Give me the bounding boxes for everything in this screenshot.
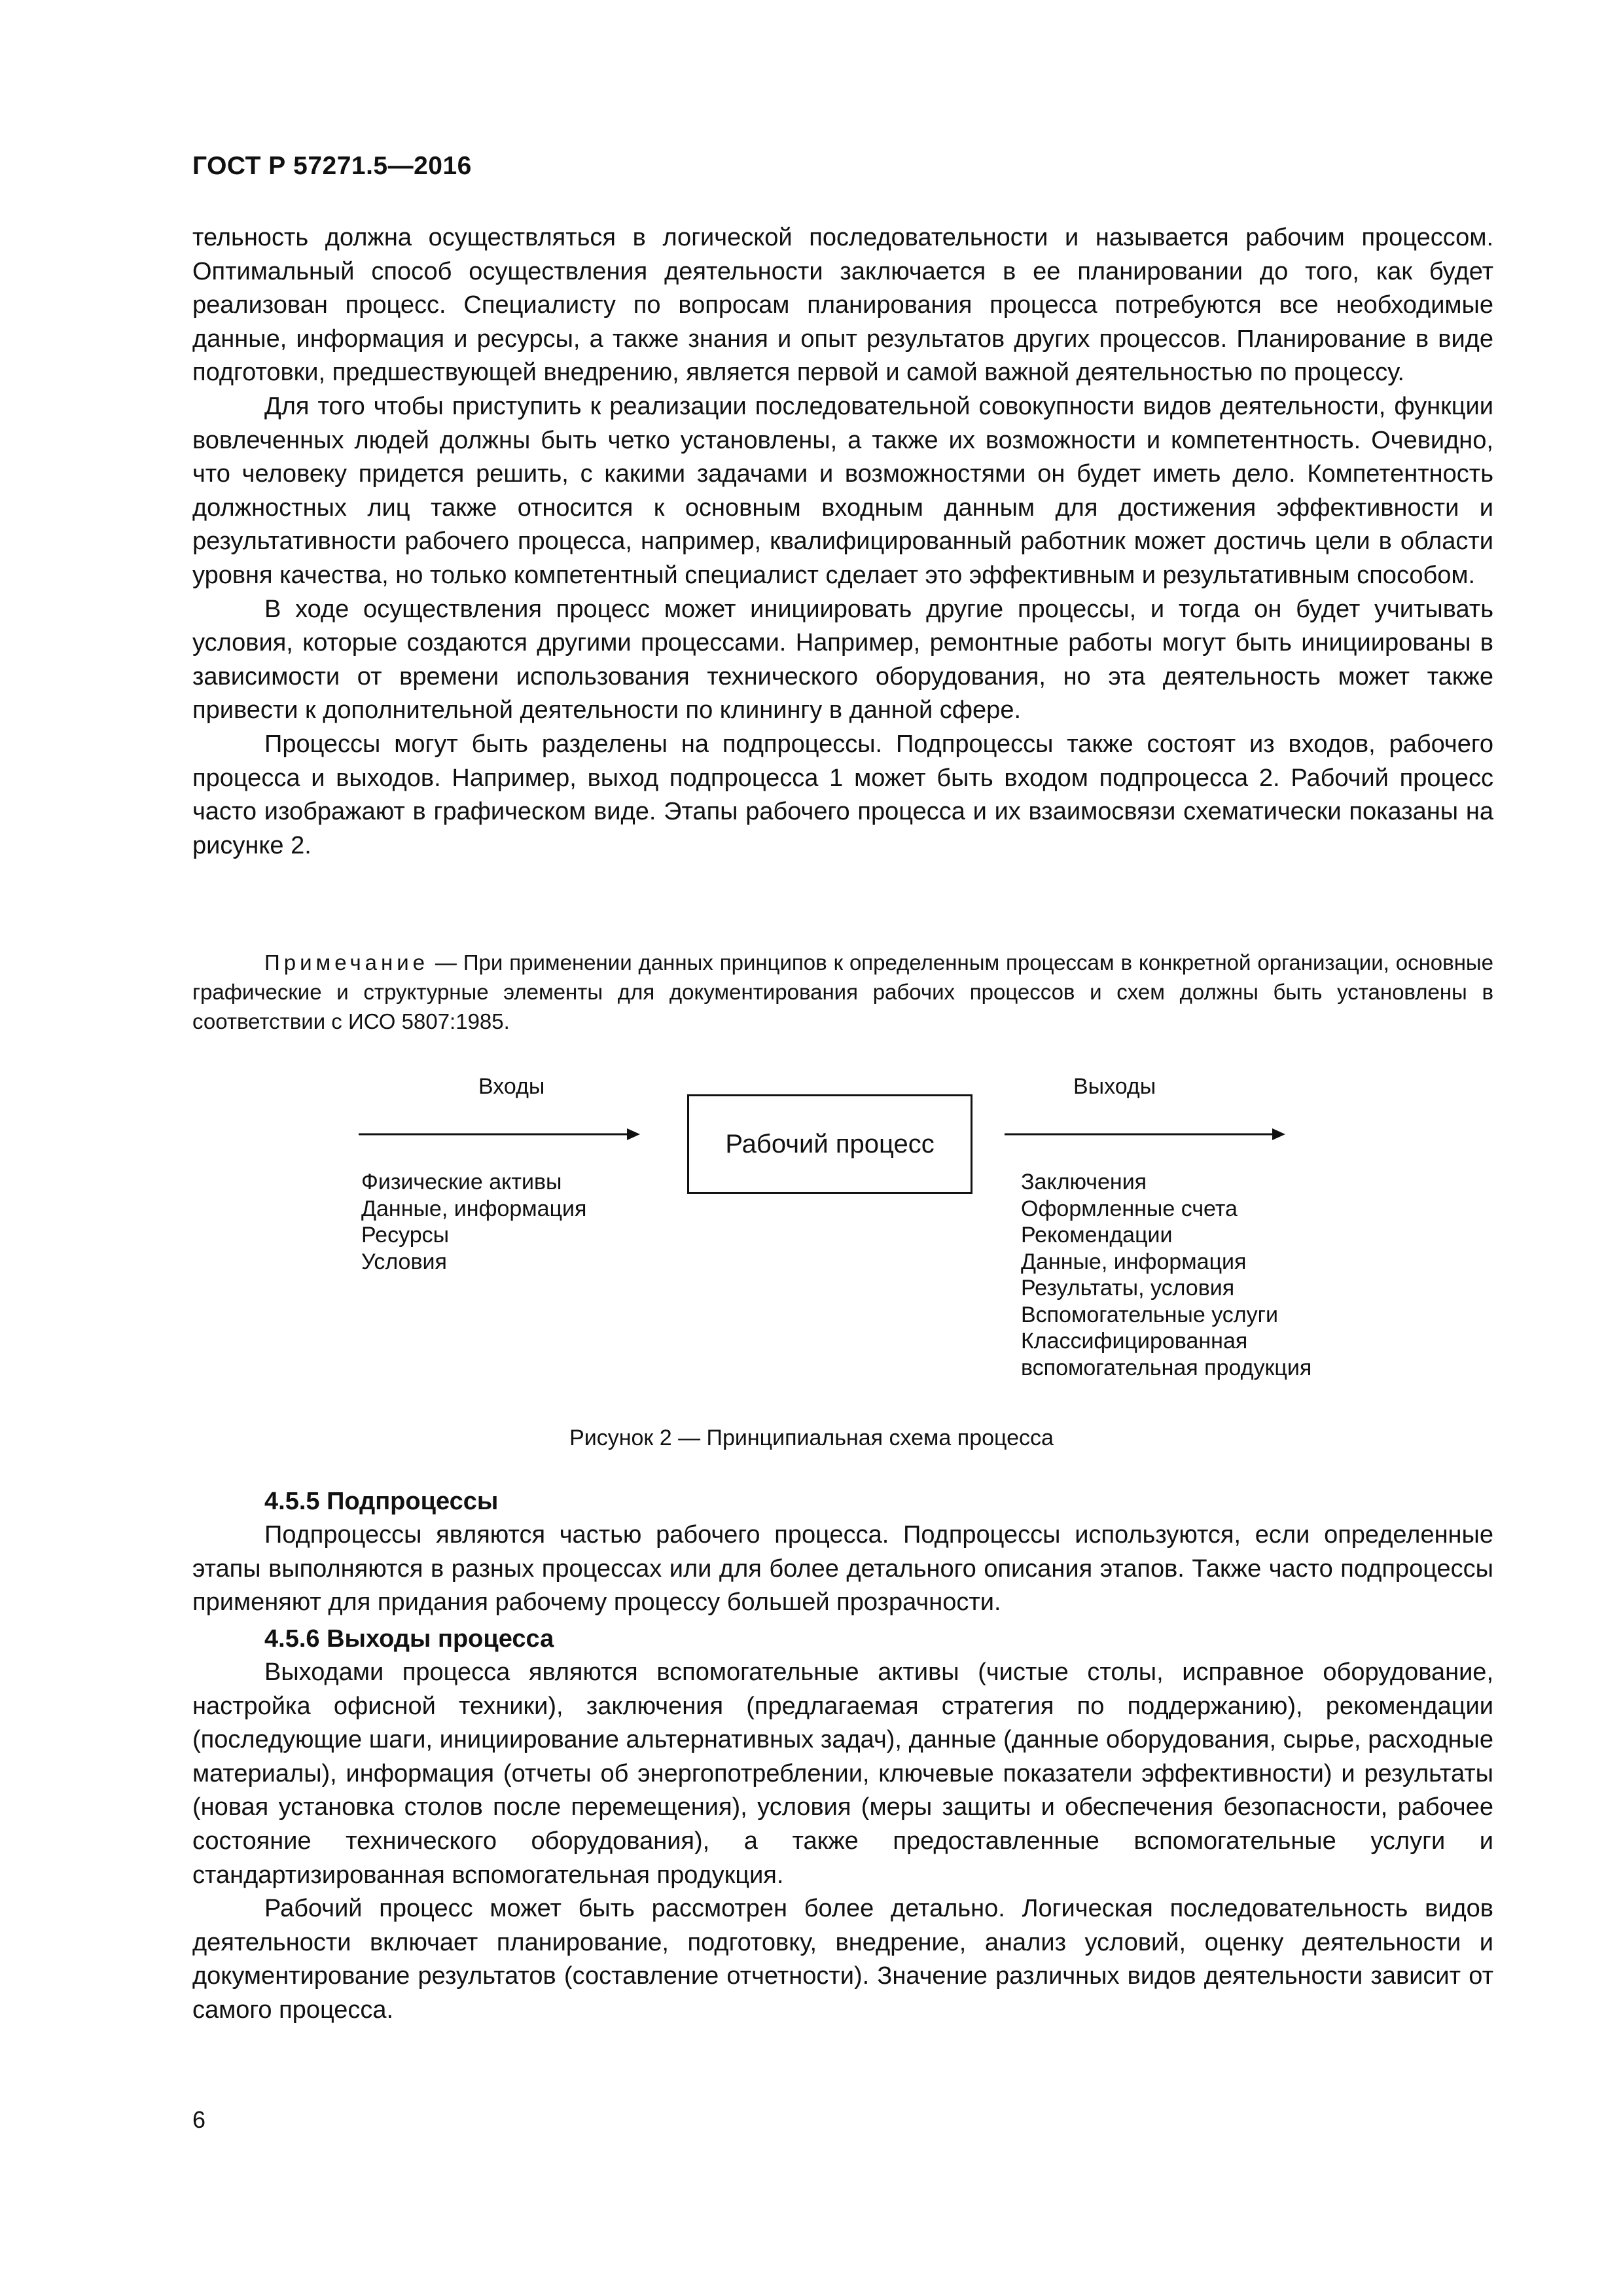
paragraph: Для того чтобы приступить к реализации последовательной совокупности видов деятельности, функции вовлеченных людей должны быть четко установлены, а также их возможности и компетентность. Очевидно, что человеку придется решить, с какими задачами и возможностями он будет иметь дело. Компетентность должностных лиц также относится к основным входным данным для достижения эффективности и результативности рабочего процесса, например, квалифицированный работник может достичь цели в области уровня качества, но только компетентный специалист сделает это эффективным и результативным способом. [192, 392, 1493, 589]
inputs-list [361, 1169, 586, 1275]
section-heading: 4.5.6 Выходы процесса [264, 1625, 554, 1653]
output-item: вспомогательная продукция [1021, 1355, 1312, 1380]
paragraph: Подпроцессы являются частью рабочего процесса. Подпроцессы используются, если определенные этапы выполняются в разных процессах или для более детального описания этапов. Также часто подпроцессы применяют для придания рабочему процессу большей прозрачности. [192, 1521, 1493, 1617]
section-4-5-6 [192, 1622, 1493, 2028]
outputs-label: Выходы [1073, 1074, 1156, 1099]
body-top [192, 221, 1493, 863]
process-box [687, 1094, 972, 1194]
output-item: Оформленные счета [1021, 1196, 1238, 1221]
section-4-5-5 [192, 1484, 1493, 1620]
output-item: Рекомендации [1021, 1223, 1173, 1247]
output-arrow [1005, 1128, 1285, 1140]
paragraph: Процессы могут быть разделены на подпроцессы. Подпроцессы также состоят из входов, рабочего процесса и выходов. Например, выход подпроцесса 1 может быть входом подпроцесса 2. Рабочий процесс часто изображают в графическом виде. Этапы рабочего процесса и их взаимосвязи схематически показаны на рисунке 2. [192, 730, 1493, 859]
output-item: Данные, информация [1021, 1249, 1247, 1274]
paragraph: тельность должна осуществляться в логической последовательности и называется рабочим процессом. Оптимальный способ осуществления деятельности заключается в ее планировании до того, как будет реализован процесс. Специалисту по вопросам планирования процесса потребуются все необходимые данные, информация и ресурсы, а также знания и опыт результатов других процессов. Планирование в виде подготовки, предшествующей внедрению, является первой и самой важной деятельностью по процессу. [192, 224, 1493, 387]
outputs-list [1021, 1169, 1311, 1381]
figure-caption: Рисунок 2 — Принципиальная схема процесса [569, 1426, 1054, 1450]
document-code: ГОСТ Р 57271.5—2016 [192, 152, 472, 180]
output-item: Вспомогательные услуги [1021, 1302, 1279, 1327]
input-arrow [359, 1128, 640, 1140]
note [192, 948, 1493, 1036]
output-item: Классифицированная [1021, 1329, 1248, 1354]
note-label: Примечание [264, 950, 429, 975]
inputs-label: Входы [478, 1074, 545, 1099]
paragraph: В ходе осуществления процесс может инициировать другие процессы, и тогда он будет учитывать условия, которые создаются другими процессами. Например, ремонтные работы могут быть инициированы в зависимости от времени использования технического оборудования, но эта деятельность может также привести к дополнительной деятельности по клинингу в данной сфере. [192, 595, 1493, 725]
section-heading: 4.5.5 Подпроцессы [264, 1488, 499, 1515]
note-block [192, 948, 1493, 1036]
process-label: Рабочий процесс [725, 1129, 935, 1158]
paragraph: Выходами процесса являются вспомогательные активы (чистые столы, исправное оборудование, настройка офисной техники), заключения (предлагаемая стратегия по поддержанию), рекомендации (последующие шаги, инициирование альтернативных задач), данные (данные оборудования, сырье, расходные материалы), информация (отчеты об энергопотреблении, ключевые показатели эффективности) и результаты (новая установка столов после перемещения), условия (меры защиты и обеспечения безопасности, рабочее состояние технического оборудования), а также предоставленные вспомогательные услуги и стандартизированная вспомогательная продукция. [192, 1659, 1493, 1889]
input-item: Ресурсы [361, 1223, 450, 1247]
output-item: Результаты, условия [1021, 1276, 1235, 1300]
input-item: Условия [361, 1249, 447, 1274]
output-item: Заключения [1021, 1170, 1147, 1194]
note-text: — При применении данных принципов к определенным процессам в конкретной организации, основные графические и структурные элементы для документирования рабочих процессов и схем должны быть установлены в соответствии с ИСО 5807:1985. [192, 950, 1493, 1033]
page-number: 6 [192, 2106, 206, 2133]
input-item: Данные, информация [361, 1196, 587, 1221]
input-item: Физические активы [361, 1170, 562, 1194]
paragraph: Рабочий процесс может быть рассмотрен более детально. Логическая последовательность видов деятельности включает планирование, подготовку, внедрение, анализ условий, оценку деятельности и документирование результатов (составление отчетности). Значение различных видов деятельности зависит от самого процесса. [192, 1895, 1493, 2024]
